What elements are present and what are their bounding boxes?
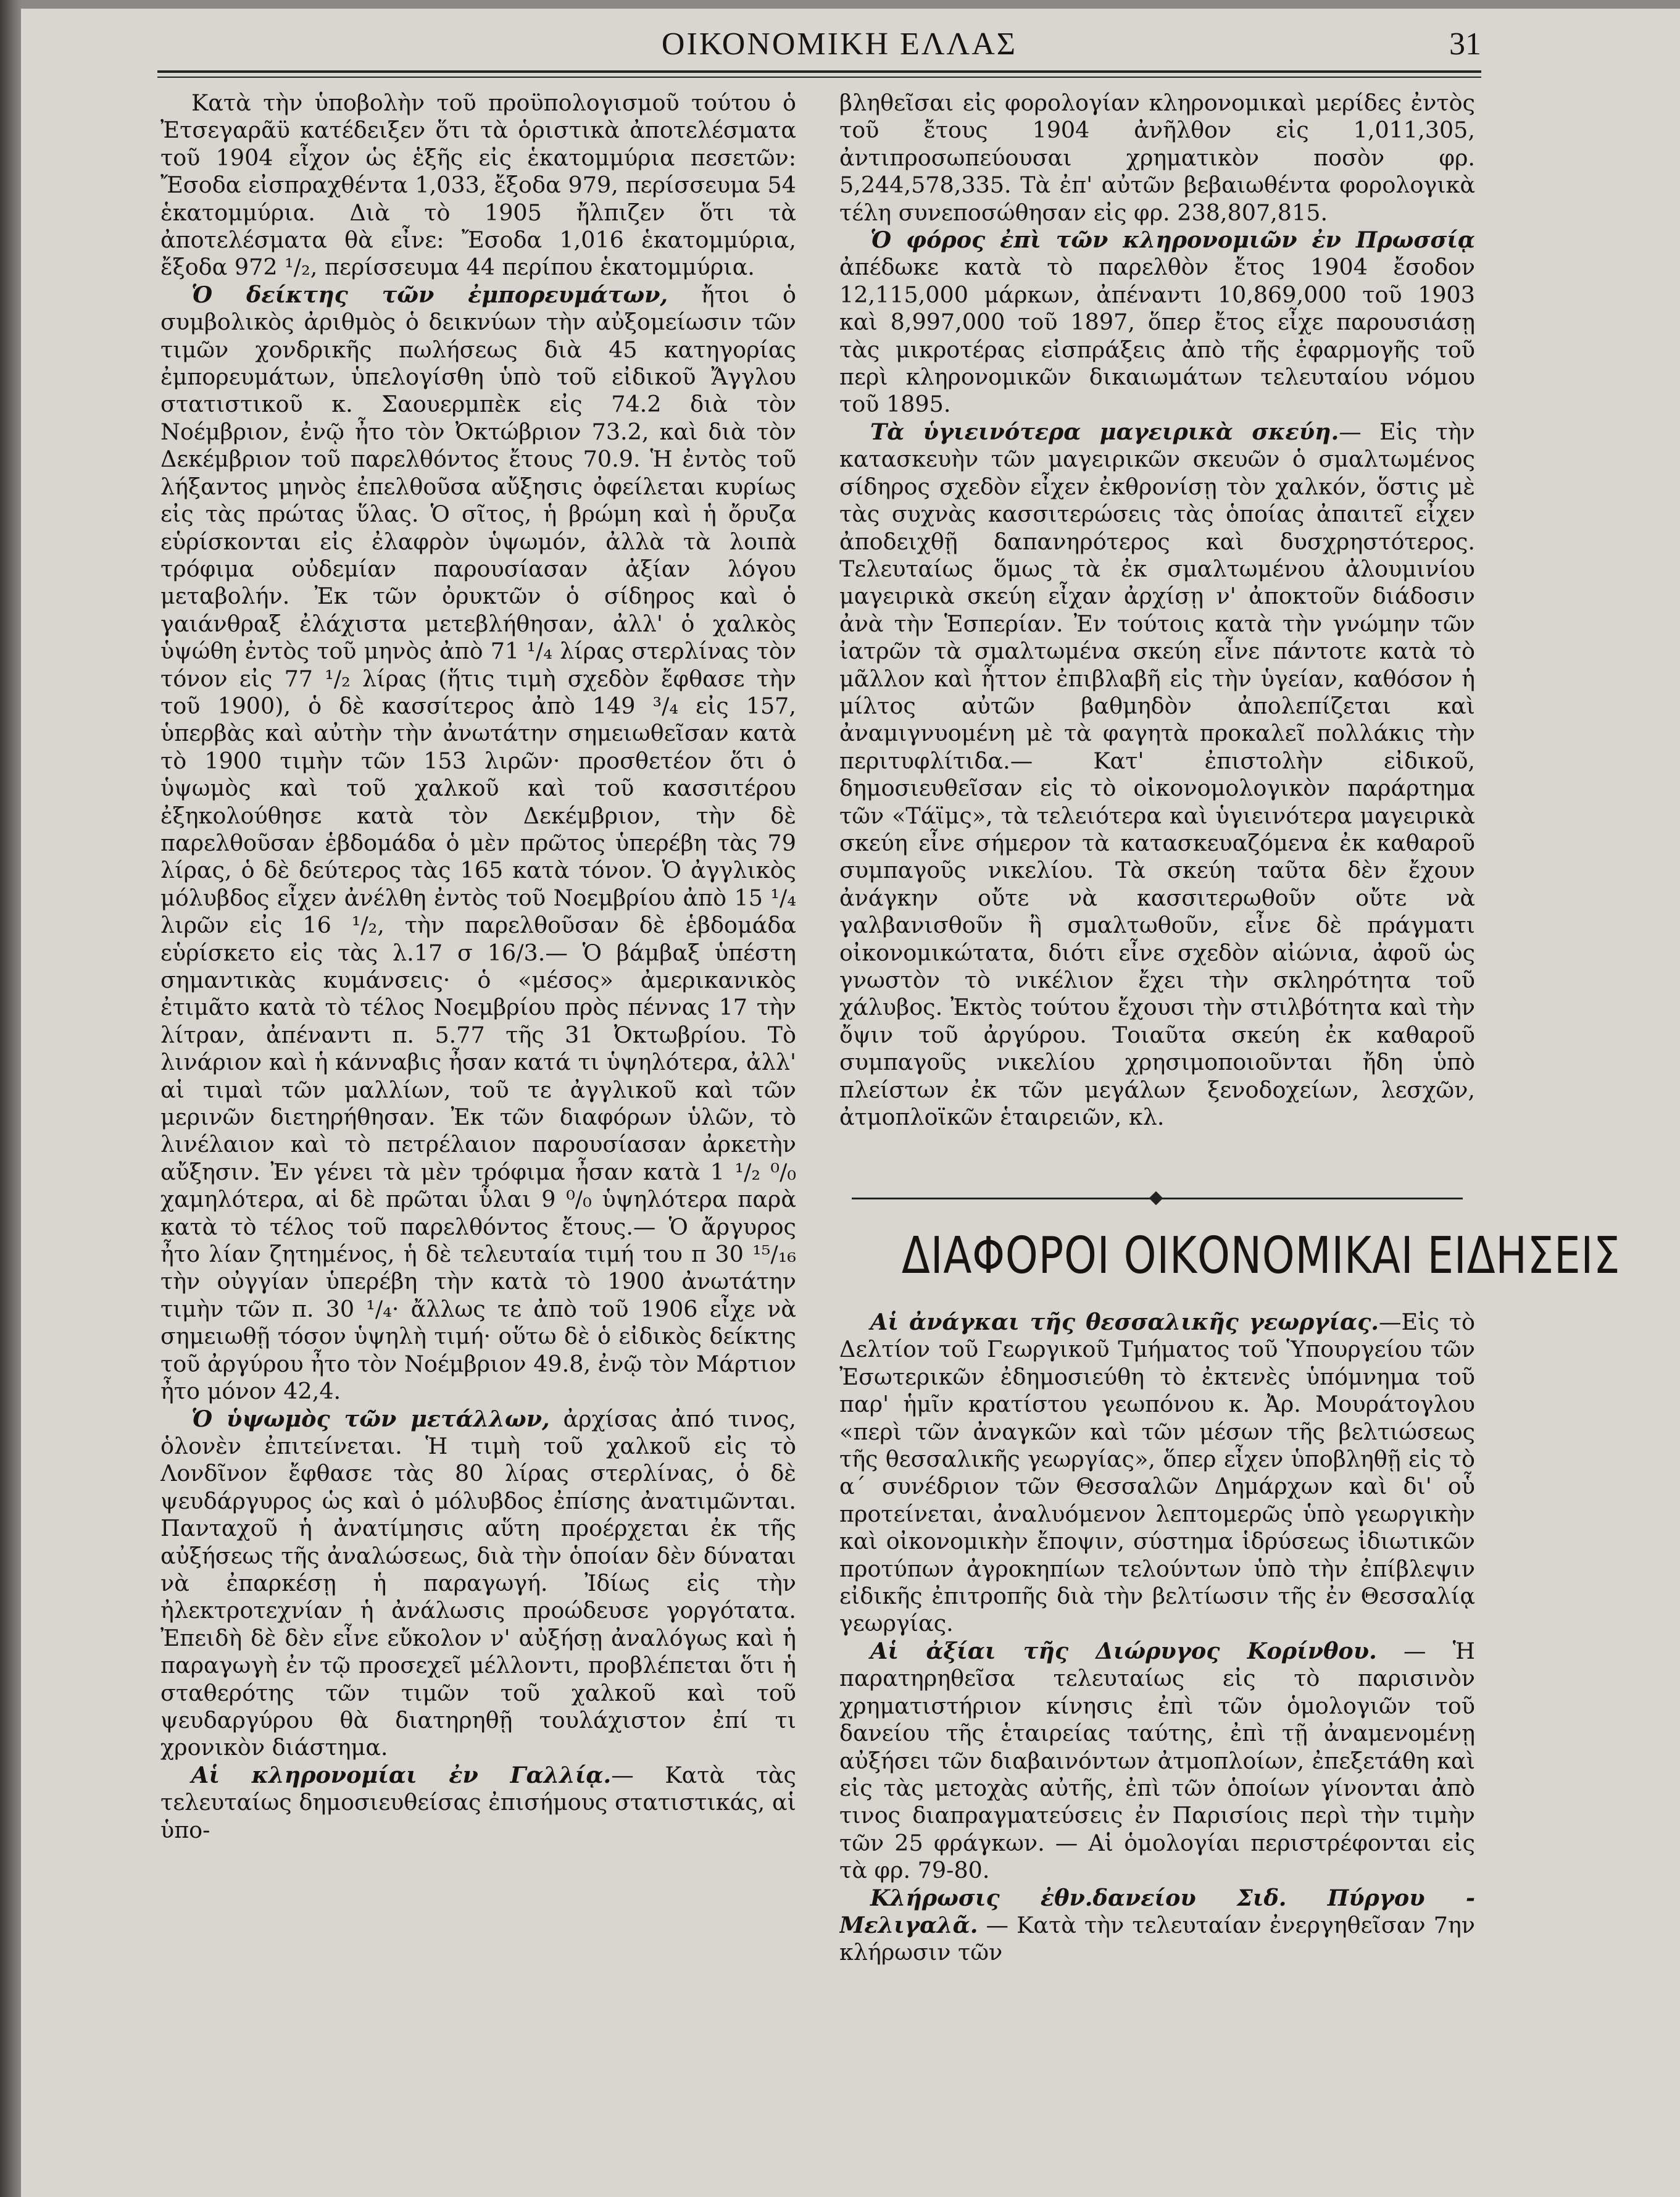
article-body: — Κατὰ τὰς τελευταίως δημοσιευθείσας ἐπισήμους στατιστικάς, αἱ ὑπο- [160,1761,796,1843]
news-body: —Εἰς τὸ Δελτίον τοῦ Γεωργικοῦ Τμήματος τοῦ Ὑπουργείου τῶν Ἐσωτερικῶν ἐδημοσιεύθη τὸ ἐκτενὲς ὑπόμνημα τοῦ παρ' ἡμῖν κρατίστου γεωπόνου κ. Ἀρ. Μουράτογλου «περὶ τῶν ἀναγκῶν καὶ τῶν μέσων τῆς βελτιώσεως τῆς θεσσαλικῆς γεωργίας», ὅπερ εἶχεν ὑποβληθῇ εἰς τὸ α΄ συνέδριον τῶν Θεσσαλῶν Δημάρχων καὶ δι' οὗ προτείνεται, ἀναλυόμενον λεπτομερῶς ὑπὸ γεωργικὴν καὶ οἰκονομικὴν ἔποψιν, σύστημα ἱδρύσεως ἰδιωτικῶν προτύπων ἀγροκηπίων τελούντων ὑπὸ τὴν ἐπίβλεψιν εἰδικῆς ἐπιτροπῆς διὰ τὴν βελτίωσιν τῆς ἐν Θεσσαλίᾳ γεωργίας. [839,1309,1475,1637]
article-paragraph [839,227,1475,419]
news-paragraph [839,1885,1475,1967]
header-rule [157,70,1481,73]
news-section [839,1309,1475,2185]
article-body: ἀρχίσας ἀπό τινος, ὁλονὲν ἐπιτείνεται. Ἡ τιμὴ τοῦ χαλκοῦ εἰς τὸ Λονδῖνον ἔφθασε τὰς 80 λίρας στερλίνας, ὁ δὲ ψευδάργυρος ὡς καὶ ὁ μόλυβδος ἐπίσης ἀνατιμῶνται. Πανταχοῦ ἡ ἀνατίμησις αὕτη προέρχεται ἐκ τῆς αὐξήσεως τῆς ἀναλώσεως, διὰ τὴν ὁποίαν δὲν δύναται νὰ ἐπαρκέσῃ ἡ παραγωγή. Ἰδίως εἰς τὴν ἠλεκτροτεχνίαν ἡ ἀνάλωσις προώδευσε γοργότατα. Ἐπειδὴ δὲ δὲν εἶνε εὔκολον ν' αὐξήσῃ ἀναλόγως καὶ ἡ παραγωγὴ ἐν τῷ προσεχεῖ μέλλοντι, προβλέπεται ὅτι ἡ σταθερότης τῶν τιμῶν τοῦ χαλκοῦ καὶ τοῦ ψευδαργύρου θὰ διατηρηθῇ τουλάχιστον ἐπί τι χρονικὸν διάστημα. [160,1405,796,1761]
article-paragraph [839,419,1475,1132]
news-paragraph [839,1638,1475,1885]
article-body: ἀπέδωκε κατὰ τὸ παρελθὸν ἔτος 1904 ἔσοδον 12,115,000 μάρκων, ἀπέναντι 10,869,000 τοῦ 1903 καὶ 8,997,000 τοῦ 1897, ὅπερ ἔτος εἶχε παρουσιάσῃ τὰς μικροτέρας εἰσπράξεις ἀπὸ τῆς ἐφαρμογῆς τοῦ περὶ κληρονομικῶν δικαιωμάτων τελευταίου νόμου τοῦ 1895. [839,254,1475,418]
news-paragraph [839,1309,1475,1638]
news-lead: Αἱ ἀξίαι τῆς Διώρυγος Κορίνθου. [870,1637,1377,1664]
news-body: — Κατὰ τὴν τελευταίαν ἐνεργηθεῖσαν 7ην κλήρωσιν τῶν [839,1911,1475,1966]
article-lead: Ὁ φόρος ἐπὶ τῶν κληρονομιῶν ἐν Πρωσσίᾳ [870,227,1475,254]
page-number: 31 [1449,27,1481,62]
news-lead: Αἱ ἀνάγκαι τῆς θεσσαλικῆς γεωργίας. [870,1309,1379,1335]
scan-edge-shadow [0,0,21,2197]
article-body: ἤτοι ὁ συμβολικὸς ἀριθμὸς ὁ δεικνύων τὴν αὐξομείωσιν τῶν τιμῶν χονδρικῆς πωλήσεως διὰ 45 κατηγορίας ἐμπορευμάτων, ὑπελογίσθη ὑπὸ τοῦ εἰδικοῦ Ἄγγλου στατιστικοῦ κ. Σαουερμπὲκ εἰς 74.2 διὰ τὸν Νοέμβριον, ἐνῷ ἦτο τὸν Ὀκτώβριον 73.2, καὶ διὰ τὸν Δεκέμβριον τοῦ παρελθόντος ἔτους 70.9. Ἡ ἐντὸς τοῦ λήξαντος μηνὸς ἐπελθοῦσα αὔξησις ὀφείλεται κυρίως εἰς τὰς πρώτας ὕλας. Ὁ σῖτος, ἡ βρώμη καὶ ἡ ὄρυζα εὑρίσκονται εἰς ἐλαφρὸν ὑψωμόν, ἀλλὰ τὰ λοιπὰ τρόφιμα οὐδεμίαν παρουσίασαν ἀξίαν λόγου μεταβολήν. Ἐκ τῶν ὀρυκτῶν ὁ σίδηρος καὶ ὁ γαιάνθραξ ἐλάχιστα μετεβλήθησαν, ἀλλ' ὁ χαλκὸς ὑψώθη ἐντὸς τοῦ μηνὸς ἀπὸ 71 ¹/₄ λίρας στερλίνας τὸν τόνον εἰς 77 ¹/₂ λίρας (ἥτις τιμὴ σχεδὸν ἔφθασε τὴν τοῦ 1900), ὁ δὲ κασσίτερος ἀπὸ 149 ³/₄ εἰς 157, ὑπερβὰς καὶ αὐτὴν τὴν ἀνωτάτην σημειωθεῖσαν κατὰ τὸ 1900 τιμὴν τῶν 153 λιρῶν· προσθετέον ὅτι ὁ ὑψωμὸς καὶ τοῦ χαλκοῦ καὶ τοῦ κασσιτέρου ἐξηκολούθησε κατὰ τὸν Δεκέμβριον, τὴν δὲ παρελθοῦσαν ἑβδομάδα ὁ μὲν πρῶτος ὑπερέβη τὰς 79 λίρας, ὁ δὲ δεύτερος τὰς 165 κατὰ τόνον. Ὁ ἀγγλικὸς μόλυβδος εἶχεν ἀνέλθη ἐντὸς τοῦ Νοεμβρίου ἀπὸ 15 ¹/₄ λιρῶν εἰς 16 ¹/₂, τὴν παρελθοῦσαν δὲ ἑβδομάδα εὑρίσκετο εἰς τὰς λ.17 σ 16/3.— Ὁ βάμβαξ ὑπέστη σημαντικὰς κυμάνσεις· ὁ «μέσος» ἀμερικανικὸς ἐτιμᾶτο κατὰ τὸ τέλος Νοεμβρίου πρὸς πέννας 17 τὴν λίτραν, ἀπέναντι π. 5.77 τῆς 31 Ὀκτωβρίου. Τὸ λινάριον καὶ ἡ κάνναβις ἦσαν κατά τι ὑψηλότερα, ἀλλ' αἱ τιμαὶ τῶν μαλλίων, τοῦ τε ἀγγλικοῦ καὶ τῶν μερινῶν διετηρήθησαν. Ἐκ τῶν διαφόρων ὑλῶν, τὸ λινέλαιον καὶ τὸ πετρέλαιον παρουσίασαν ἀρκετὴν αὔξησιν. Ἐν γένει τὰ μὲν τρόφιμα ἦσαν κατὰ 1 ¹/₂ ⁰/₀ χαμηλότερα, αἱ δὲ πρῶται ὗλαι 9 ⁰/₀ ὑψηλότερα παρὰ κατὰ τὸ τέλος τοῦ παρελθόντος ἔτους.— Ὁ ἄργυρος ἦτο λίαν ζητημένος, ἡ δὲ τελευταία τιμή του π 30 ¹⁵/₁₆ τὴν οὐγγίαν ὑπερέβη τὴν κατὰ τὸ 1900 ἀνωτάτην τιμὴν τῶν π. 30 ¹/₄· ἄλλως τε ἀπὸ τοῦ 1906 εἶχε νὰ σημειωθῇ τόσον ὑψηλὴ τιμή· οὕτω δὲ ὁ εἰδικὸς δείκτης τοῦ ἀργύρου ἦτο τὸν Νοέμβριον 49.8, ἐνῷ τὸν Μάρτιον ἦτο μόνον 42,4. [160,281,796,1405]
news-body: — Ἡ παρατηρηθεῖσα τελευταίως εἰς τὸ παρισινὸν χρηματιστήριον κίνησις ἐπὶ τῶν ὁμολογιῶν τοῦ δανείου τῆς ἑταιρείας ταύτης, ἐπὶ τῇ ἀναμενομένῃ αὐξήσει τῶν διαβαινόντων ἀτμοπλοίων, ἐπεξετάθη καὶ εἰς τὰς μετοχὰς αὐτῆς, ἐπὶ τῶν ὁποίων γίνονται ἀπὸ τινος διαπραγματεύσεις ἐν Παρισίοις περὶ τὴν τιμὴν τῶν 25 φράγκων. — Αἱ ὁμολογίαι περιστρέφονται εἰς τὰ φρ. 79-80. [839,1637,1475,1884]
article-lead: Ὁ ὑψωμὸς τῶν μετάλλων, [191,1405,550,1432]
running-header-title: ΟΙΚΟΝΟΜΙΚΗ ΕΛΛΑΣ [661,27,1018,62]
right-column-top [839,90,1475,1201]
section-heading: ΔΙΑΦΟΡΟΙ ΟΙΚΟΝΟΜΙΚΑΙ ΕΙΔΗΣΕΙΣ [901,1227,1621,1285]
article-paragraph [160,281,796,1406]
article-lead: Τὰ ὑγιεινότερα μαγειρικὰ σκεύη. [870,418,1339,445]
article-lead: Αἱ κληρονομίαι ἐν Γαλλίᾳ. [191,1761,612,1788]
news-lead: Κλήρωσις ἐθν.δανείου Σιδ. Πύργου - Μελιγαλᾶ. [839,1884,1475,1938]
article-body: — Εἰς τὴν κατασκευὴν τῶν μαγειρικῶν σκευῶν ὁ σμαλτωμένος σίδηρος σχεδὸν εἶχεν ἐκθρονίσῃ τὸν χαλκόν, ὅστις μὲ τὰς συχνὰς κασσιτερώσεις τὰς ὁποίας ἀπαιτεῖ εἶχεν ἀποδειχθῇ δαπανηρότερος καὶ δυσχρηστότερος. Τελευταίως ὅμως τὰ ἐκ σμαλτωμένου ἀλουμινίου μαγειρικὰ σκεύη εἶχαν ἀρχίσῃ ν' ἀποκτοῦν διάδοσιν ἀνὰ τὴν Ἑσπερίαν. Ἐν τούτοις κατὰ τὴν γνώμην τῶν ἰατρῶν τὰ σμαλτωμένα σκεύη εἶνε πάντοτε κατὰ τὸ μᾶλλον καὶ ἧττον ἐπιβλαβῆ εἰς τὴν ὑγείαν, καθόσον ἡ μίλτος αὐτῶν βαθμηδὸν ἀπολεπίζεται καὶ ἀναμιγνυομένη μὲ τὰ φαγητὰ προκαλεῖ πολλάκις τὴν περιτυφλίτιδα.— Κατ' ἐπιστολὴν εἰδικοῦ, δημοσιευθεῖσαν εἰς τὸ οἰκονομολογικὸν παράρτημα τῶν «Τάϊμς», τὰ τελειότερα καὶ ὑγιεινότερα μαγειρικὰ σκεύη εἶνε σήμερον τὰ κατασκευαζόμενα ἐκ καθαροῦ συμπαγοῦς νικελίου. Τὰ σκεύη ταῦτα δὲν ἔχουν ἀνάγκην οὔτε νὰ κασσιτερωθοῦν οὔτε νὰ γαλβανισθοῦν ἢ σμαλτωθοῦν, εἶνε δὲ πράγματι οἰκονομικώτατα, διότι εἶνε σχεδὸν αἰώνια, ἀφοῦ ὡς γνωστὸν τὸ νικέλιον ἔχει τὴν σκληρότητα τοῦ χάλυβος. Ἐκτὸς τούτου ἔχουσι τὴν στιλβότητα καὶ τὴν ὄψιν τοῦ ἀργύρου. Τοιαῦτα σκεύη ἐκ καθαροῦ συμπαγοῦς νικελίου χρησιμοποιοῦνται ἤδη ὑπὸ πλείστων ἐκ τῶν μεγάλων ξενοδοχείων, λεσχῶν, ἀτμοπλοϊκῶν ἑταιρειῶν, κλ. [839,418,1475,1131]
header-rule-thin [157,77,1481,78]
left-column [160,90,796,2188]
article-paragraph: Κατὰ τὴν ὑποβολὴν τοῦ προϋπολογισμοῦ τούτου ὁ Ἐτσεγαρᾶϋ κατέδειξεν ὅτι τὰ ὁριστικὰ ἀποτελέσματα τοῦ 1904 εἶχον ὡς ἑξῆς εἰς ἑκατομμύρια πεσετῶν: Ἔσοδα εἰσπραχθέντα 1,033, ἔξοδα 979, περίσσευμα 54 ἑκατομμύρια. Διὰ τὸ 1905 ἤλπιζεν ὅτι τὰ ἀποτελέσματα θὰ εἶνε: Ἔσοδα 1,016 ἑκατομμύρια, ἔξοδα 972 ¹/₂, περίσσευμα 44 περίπου ἑκατομμύρια. [160,90,796,281]
article-paragraph [160,1762,796,1844]
article-lead: Ὁ δείκτης τῶν ἐμπορευμάτων, [191,281,668,308]
article-paragraph: βληθεῖσαι εἰς φορολογίαν κληρονομικαὶ μερίδες ἐντὸς τοῦ ἔτους 1904 ἀνῆλθον εἰς 1,011,305, ἀντιπροσωπεύουσαι χρηματικὸν ποσὸν φρ. 5,244,578,335. Τὰ ἐπ' αὐτῶν βεβαιωθέντα φορολογικὰ τέλη συνεποσώθησαν εἰς φρ. 238,807,815. [839,90,1475,226]
article-paragraph [160,1406,796,1762]
